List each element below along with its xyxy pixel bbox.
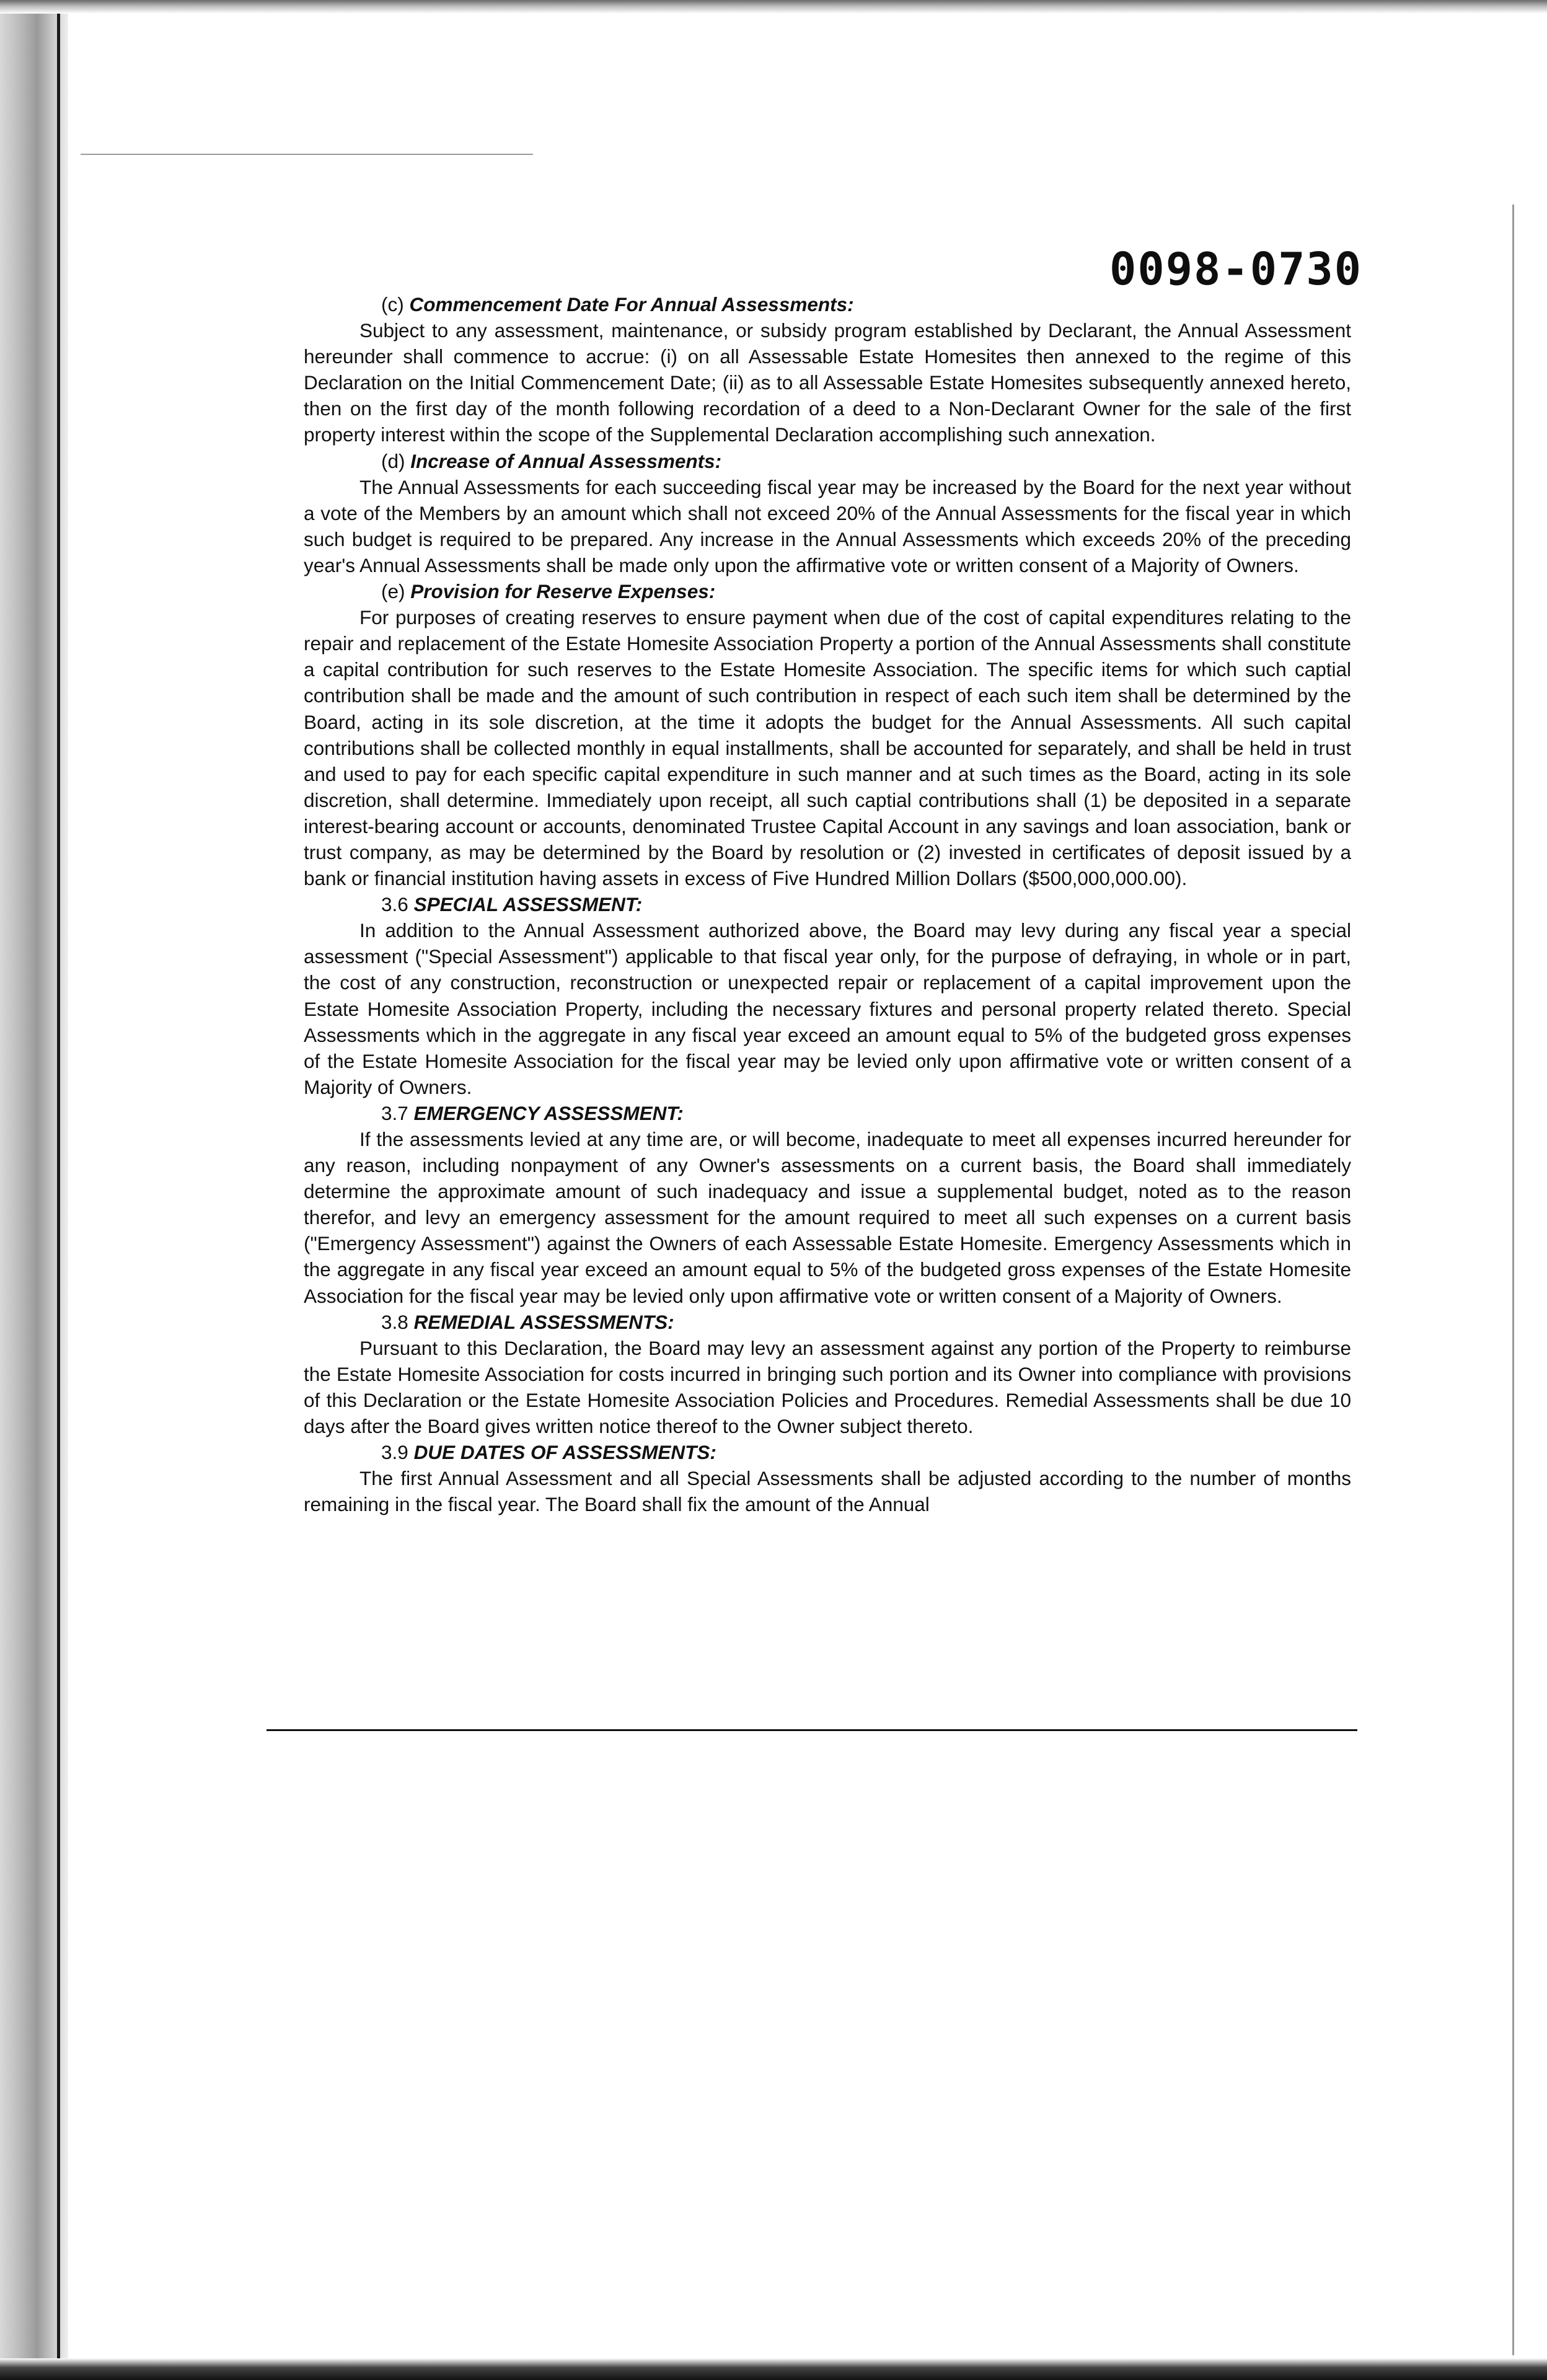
subsection-heading [304,578,1351,604]
heading-number: 3.6 [381,893,408,916]
heading-title: REMEDIAL ASSESSMENTS: [413,1310,674,1333]
section-heading [304,891,1351,917]
heading-title: Increase of Annual Assessments: [410,449,722,472]
heading-number: 3.9 [381,1441,408,1464]
paragraph: The Annual Assessments for each succeeding fiscal year may be increased by the Board for the next year without a vote of the Members by an amount which shall not exceed 20% of the Annual Assessments for the fiscal year in which such budget is required to be prepared. Any increase in the Annual Assessments which exceeds 20% of the preceding year's Annual Assessments shall be made only upon the affirmative vote or written consent of a Majority of Owners. [304,475,1351,576]
paragraph: In addition to the Annual Assessment authorized above, the Board may levy during any fiscal year a special assessment ("Special Assessment") applicable to that fiscal year only, for the purpose of defraying, in whole or in part, the cost of any construction, reconstruction or unexpected repair or replacement of a capital improvement upon the Estate Homesite Association Property, including the necessary fixtures and personal property related thereto. Special Assessments which in the aggregate in any fiscal year exceed an amount equal to 5% of the budgeted gross expenses of the Estate Homesite Association for the fiscal year may be levied only upon affirmative vote or written consent of a Majority of Owners. [304,919,1351,1098]
heading-number: (c) [381,293,404,315]
document-number-stamp: 0098-0730 [1109,243,1363,295]
subsection-heading [304,448,1351,474]
section-heading [304,1100,1351,1126]
subsection-heading [304,291,1351,317]
heading-title: Commencement Date For Annual Assessments: [409,293,854,315]
heading-number: 3.8 [381,1310,408,1333]
paragraph: If the assessments levied at any time are, or will become, inadequate to meet all expenses incurred hereunder for any reason, including nonpayment of any Owner's assessments on a current basis, the Board shall immediately determine the approximate amount of such inadequacy and issue a supplemental budget, noted as to the reason therefor, and levy an emergency assessment for the amount required to meet all such expenses on a current basis ("Emergency Assessment") against the Owners of each Assessable Estate Homesite. Emergency Assessments which in the aggregate in any fiscal year exceed an amount equal to 5% of the budgeted gross expenses of the Estate Homesite Association for the fiscal year may be levied only upon affirmative vote or written consent of a Majority of Owners. [304,1128,1351,1307]
scan-edge-right [1512,205,1514,2355]
heading-title: SPECIAL ASSESSMENT: [413,893,643,916]
paragraph: Pursuant to this Declaration, the Board may levy an assessment against any portion of the Property to reimburse the Estate Homesite Association for costs incurred in bringing such portion and its Owner into compliance with provisions of this Declaration or the Estate Homesite Association Policies and Procedures. Remedial Assessments shall be due 10 days after the Board gives written notice thereof to the Owner subject thereto. [304,1336,1351,1438]
heading-title: EMERGENCY ASSESSMENT: [413,1101,684,1124]
heading-title: DUE DATES OF ASSESSMENTS: [413,1441,716,1464]
section-heading [304,1439,1351,1465]
paragraph: For purposes of creating reserves to ensure payment when due of the cost of capital expenditures relating to the repair and replacement of the Estate Homesite Association Property a portion of the Annual Assessments shall constitute a capital contribution for such reserves to the Estate Homesite Association. The specific items for which such captial contribution shall be made and the amount of such contribution in respect of each such item shall be determined by the Board, acting in its sole discretion, at the time it adopts the budget for the Annual Assessments. All such capital contributions shall be collected monthly in equal installments, shall be accounted for separately, and shall be held in trust and used to pay for each specific capital expenditure in such manner and at such times as the Board, acting in its sole discretion, shall determine. Immediately upon receipt, all such captial contributions shall (1) be deposited in a separate interest-bearing account or accounts, denominated Trustee Capital Account in any savings and loan association, bank or trust company, as may be determined by the Board by resolution or (2) invested in certificates of deposit issued by a bank or financial institution having assets in excess of Five Hundred Million Dollars ($500,000,000.00). [304,606,1351,890]
scan-margin-bottom [0,2358,1547,2380]
bottom-rule [267,1729,1357,1731]
scan-edge-line [57,0,60,2380]
paragraph: The first Annual Assessment and all Special Assessments shall be adjusted according to the number of months remaining in the fiscal year. The Board shall fix the amount of the Annual [304,1467,1351,1516]
scan-rule [81,154,533,155]
paragraph: Subject to any assessment, maintenance, or subsidy program established by Declarant, the Annual Assessment hereunder shall commence to accrue: (i) on all Assessable Estate Homesites then annexed to the regime of this Declaration on the Initial Commencement Date; (ii) as to all Assessable Estate Homesites subsequently annexed hereto, then on the first day of the month following recordation of a deed to a Non-Declarant Owner for the sale of the first property interest within the scope of the Supplemental Declaration accomplishing such annexation. [304,319,1351,446]
heading-number: 3.7 [381,1101,408,1124]
heading-title: Provision for Reserve Expenses: [410,580,716,603]
scan-margin-top [0,0,1547,14]
heading-number: (e) [381,580,405,603]
heading-number: (d) [381,449,405,472]
document-body [304,291,1351,1517]
section-heading [304,1309,1351,1335]
